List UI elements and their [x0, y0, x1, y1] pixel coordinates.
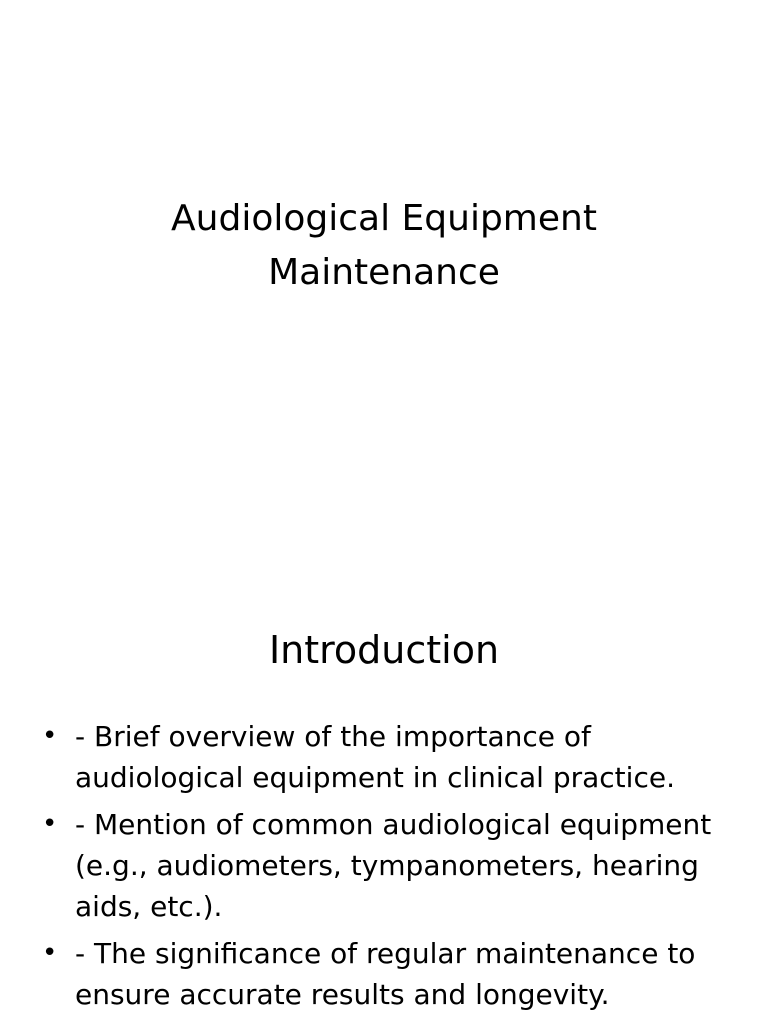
bullet-item [40, 933, 730, 1015]
bullet-text: - The significance of regular maintenance to ensure accurate results and longevity. [75, 937, 696, 1011]
bullet-icon: • [42, 809, 58, 839]
bullet-icon: • [42, 938, 58, 968]
introduction-slide [0, 576, 768, 1024]
bullet-item [40, 804, 730, 927]
bullet-icon: • [42, 721, 58, 751]
slide-title [0, 192, 768, 300]
bullet-list [40, 716, 730, 1021]
bullet-item [40, 716, 730, 798]
title-line-2: Maintenance [268, 252, 500, 293]
section-title: Introduction [268, 628, 500, 672]
title-line-1: Audiological Equipment [171, 198, 597, 239]
bullet-text: - Brief overview of the importance of audiological equipment in clinical practice. [75, 720, 675, 794]
bullet-text: - Mention of common audiological equipment (e.g., audiometers, tympanometers, hearing aids, etc.). [75, 808, 712, 923]
